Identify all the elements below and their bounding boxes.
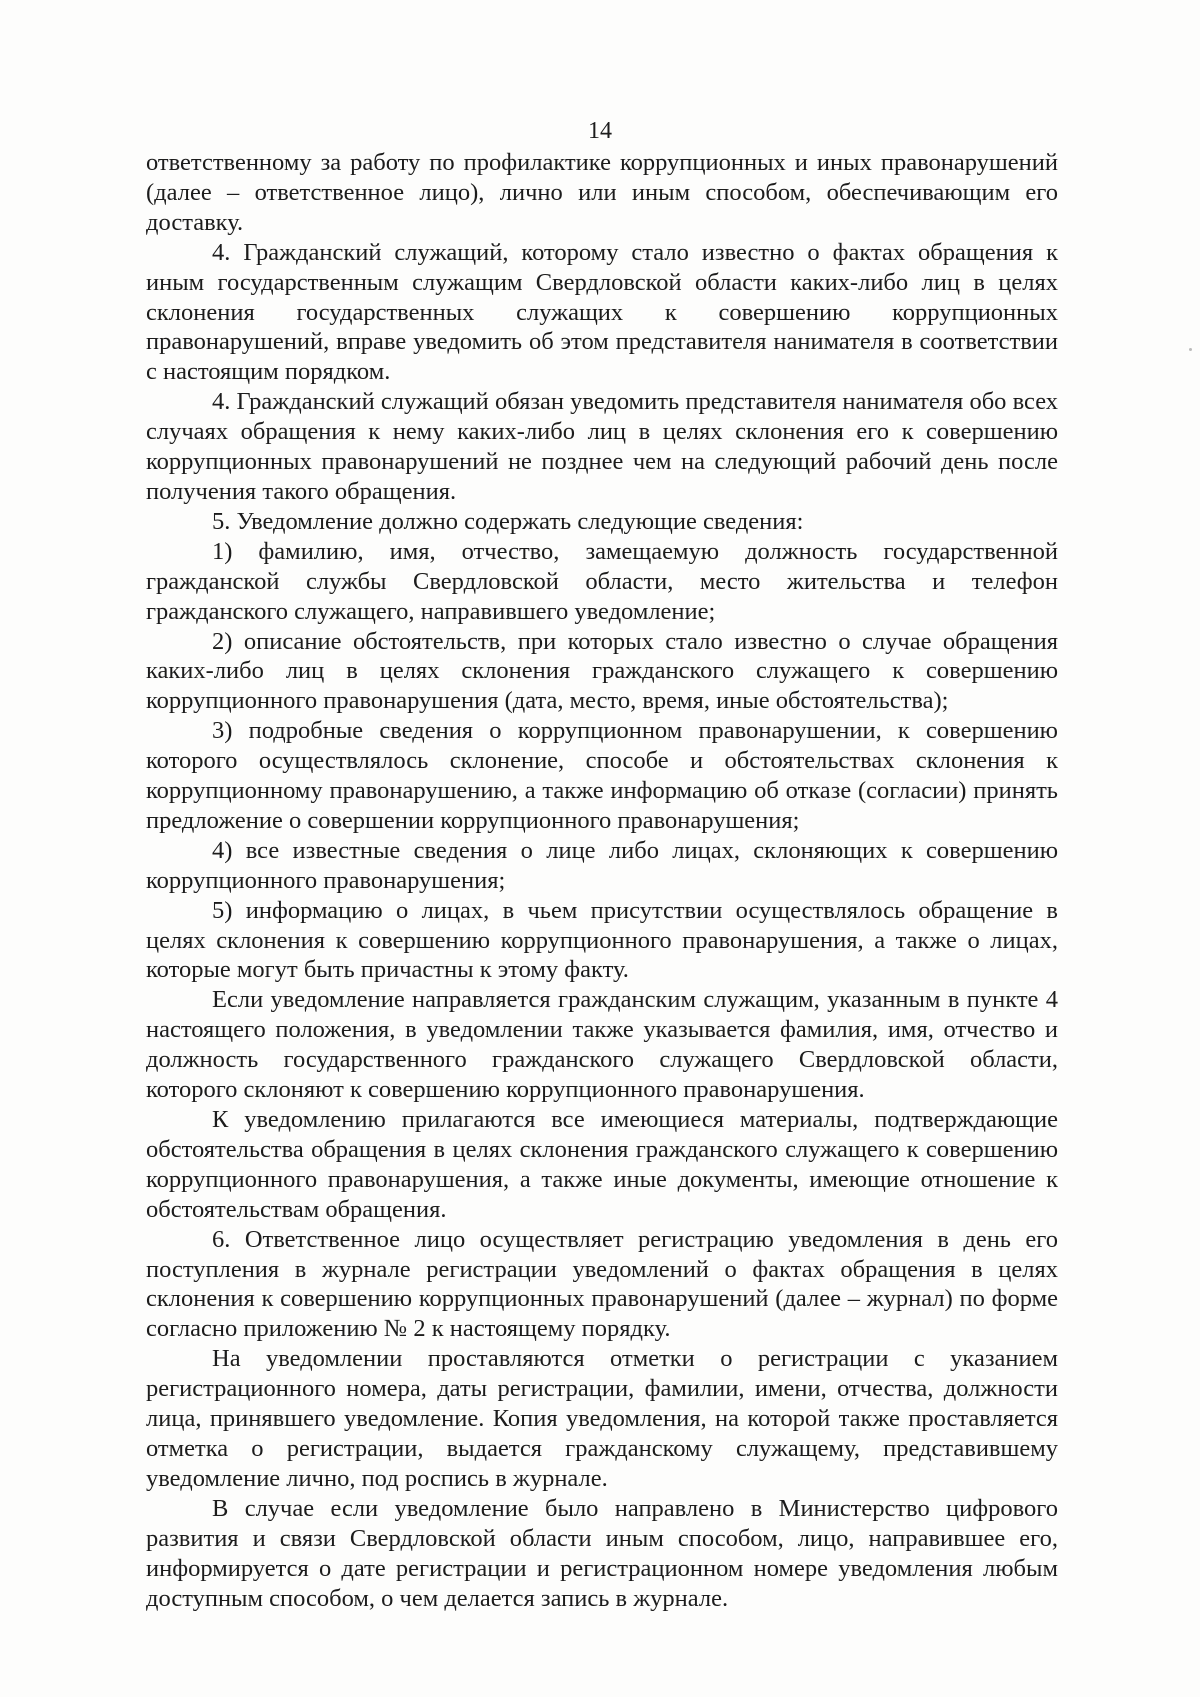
page-number: 14 bbox=[588, 118, 612, 144]
paragraph-other-delivery: В случае если уведомление было направлено в Министерство цифрового развития и связи Свердловской области иным способом, лицо, направившее его, информируется о дате регистрации и регистрационном номере уведомления любым доступным способом, о чем делается запись в журнале. bbox=[146, 1494, 1058, 1612]
paragraph-other-employee: Если уведомление направляется гражданским служащим, указанным в пункте 4 настоящего положения, в уведомлении также указывается фамилия, имя, отчество и должность государственного гражданского служащего Свердловской области, которого склоняют к совершению коррупционного правонарушения. bbox=[146, 986, 1058, 1104]
paragraph-item-4-duty: 4. Гражданский служащий обязан уведомить представителя нанимателя обо всех случаях обращения к нему каких-либо лиц в целях склонения его к совершению коррупционных правонарушений не позднее чем на следующий рабочий день после получения такого обращения. bbox=[146, 388, 1058, 505]
list-item-5-2: 2) описание обстоятельств, при которых стало известно о случае обращения каких-либо лиц в целях склонения гражданского служащего к совершению коррупционного правонарушения (дата, место, время, иные обстоятельства); bbox=[146, 627, 1058, 715]
paragraph-attachments: К уведомлению прилагаются все имеющиеся материалы, подтверждающие обстоятельства обращения в целях склонения гражданского служащего к совершению коррупционного правонарушения, а также иные документы, имеющие отношение к обстоятельствам обращения. bbox=[146, 1106, 1058, 1223]
document-body bbox=[146, 148, 1058, 1613]
paragraph-continuation: ответственному за работу по профилактике коррупционных и иных правонарушений (далее – ответственное лицо), лично или иным способом, обеспечивающим его доставку. bbox=[146, 149, 1058, 236]
list-item-5-5: 5) информацию о лицах, в чьем присутствии осуществлялось обращение в целях склонения к совершению коррупционного правонарушения, а также о лицах, которые могут быть причастны к этому факту. bbox=[146, 896, 1058, 984]
paragraph-item-5: 5. Уведомление должно содержать следующие сведения: bbox=[212, 507, 804, 535]
list-item-5-4: 4) все известные сведения о лице либо лицах, склоняющих к совершению коррупционного правонарушения; bbox=[146, 836, 1058, 894]
scan-artifact bbox=[1189, 348, 1192, 351]
paragraph-item-6: 6. Ответственное лицо осуществляет регистрацию уведомления в день его поступления в журнале регистрации уведомлений о фактах обращения в целях склонения к совершению коррупционных правонарушений (далее – журнал) по форме согласно приложению № 2 к настоящему порядку. bbox=[146, 1225, 1058, 1343]
list-item-5-3: 3) подробные сведения о коррупционном правонарушении, к совершению которого осуществлялось склонение, способе и обстоятельствах склонения к коррупционному правонарушению, а также информацию об отказе (согласии) принять предложение о совершении коррупционного правонарушения; bbox=[146, 717, 1058, 834]
paragraph-item-4-right: 4. Гражданский служащий, которому стало известно о фактах обращения к иным государственным служащим Свердловской области каких-либо лиц в целях склонения государственных служащих к совершению коррупционных правонарушений, вправе уведомить об этом представителя нанимателя в соответствии с настоящим порядком. bbox=[146, 238, 1058, 386]
paragraph-registration-marks: На уведомлении проставляются отметки о регистрации с указанием регистрационного номера, даты регистрации, фамилии, имени, отчества, должности лица, принявшего уведомление. Копия уведомления, на которой также проставляется отметка о регистрации, выдается гражданскому служащему, представившему уведомление лично, под роспись в журнале. bbox=[146, 1345, 1058, 1492]
list-item-5-1: 1) фамилию, имя, отчество, замещаемую должность государственной гражданской службы Свердловской области, место жительства и телефон гражданского служащего, направившего уведомление; bbox=[146, 537, 1058, 625]
